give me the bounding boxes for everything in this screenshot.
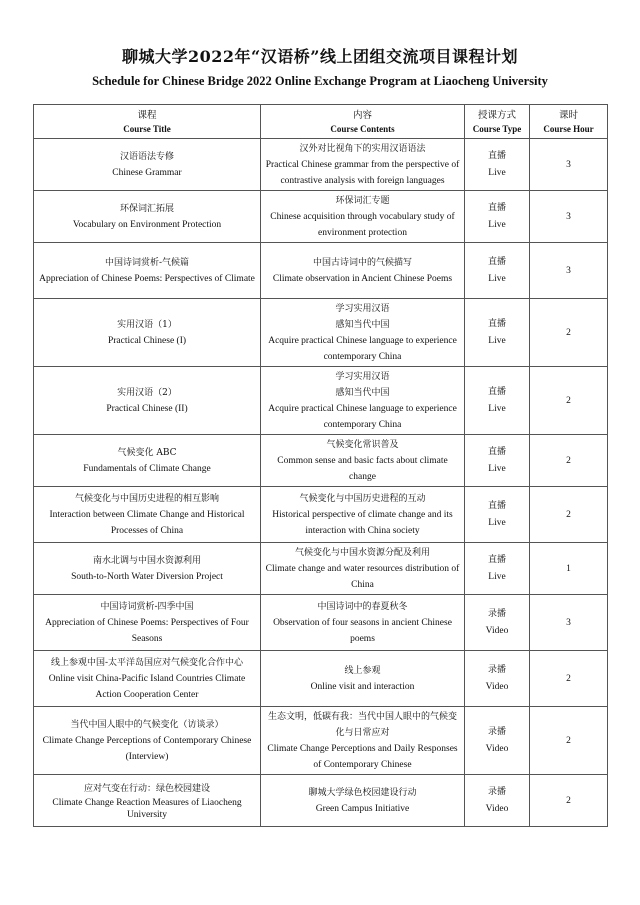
course-title-cell: 当代中国人眼中的气候变化（访谈录） Climate Change Perceptions of Contemporary Chinese (Interview) xyxy=(34,707,261,775)
course-type-cell: 直播 Live xyxy=(465,243,530,299)
course-title-cell: 环保词汇拓展 Vocabulary on Environment Protection xyxy=(34,191,261,243)
course-contents-cell: 环保词汇专题 Chinese acquisition through vocabulary study of environment protection xyxy=(261,191,465,243)
course-hour-cell: 2 xyxy=(530,487,608,543)
course-contents-cell: 汉外对比视角下的实用汉语语法 Practical Chinese grammar from the perspective of contrastive analysis with foreign languages xyxy=(261,139,465,191)
course-contents-cell: 中国古诗词中的气候描写 Climate observation in Ancient Chinese Poems xyxy=(261,243,465,299)
course-hour-cell: 2 xyxy=(530,707,608,775)
course-contents-cell: 线上参观 Online visit and interaction xyxy=(261,651,465,707)
table-row xyxy=(34,651,608,707)
course-hour-cell: 2 xyxy=(530,299,608,367)
course-title-cell: 应对气变在行动：绿色校园建设 Climate Change Reaction Measures of Liaocheng University xyxy=(34,775,261,827)
header-course-type: 授课方式 Course Type xyxy=(465,105,530,139)
course-contents-cell: 中国诗词中的春夏秋冬 Observation of four seasons in ancient Chinese poems xyxy=(261,595,465,651)
course-type-cell: 录播 Video xyxy=(465,651,530,707)
course-hour-cell: 2 xyxy=(530,651,608,707)
table-row xyxy=(34,139,608,191)
table-row xyxy=(34,299,608,367)
document-title-chinese: 聊城大学2022年“汉语桥”线上团组交流项目课程计划 xyxy=(122,47,518,66)
course-hour-cell: 2 xyxy=(530,435,608,487)
course-type-cell: 直播 Live xyxy=(465,139,530,191)
course-title-cell: 实用汉语（2） Practical Chinese (II) xyxy=(34,367,261,435)
course-title-cell: 南水北调与中国水资源利用 South-to-North Water Diversion Project xyxy=(34,543,261,595)
table-row xyxy=(34,243,608,299)
course-type-cell: 直播 Live xyxy=(465,543,530,595)
course-type-cell: 录播 Video xyxy=(465,595,530,651)
table-row xyxy=(34,707,608,775)
table-row xyxy=(34,595,608,651)
course-title-cell: 线上参观中国-太平洋岛国应对气候变化合作中心 Online visit China-Pacific Island Countries Climate Action Cooperation Center xyxy=(34,651,261,707)
course-type-cell: 录播 Video xyxy=(465,775,530,827)
course-title-cell: 气候变化与中国历史进程的相互影响 Interaction between Climate Change and Historical Processes of China xyxy=(34,487,261,543)
course-type-cell: 直播 Live xyxy=(465,367,530,435)
course-type-cell: 录播 Video xyxy=(465,707,530,775)
course-contents-cell: 气候变化与中国历史进程的互动 Historical perspective of climate change and its interaction with China society xyxy=(261,487,465,543)
course-type-cell: 直播 Live xyxy=(465,299,530,367)
course-contents-cell: 生态文明，低碳有我：当代中国人眼中的气候变化与日常应对 Climate Change Perceptions and Daily Responses of Contemporary Chinese xyxy=(261,707,465,775)
course-title-cell: 气候变化 ABC Fundamentals of Climate Change xyxy=(34,435,261,487)
course-type-cell: 直播 Live xyxy=(465,435,530,487)
course-title-cell: 中国诗词赏析-四季中国 Appreciation of Chinese Poems: Perspectives of Four Seasons xyxy=(34,595,261,651)
course-title-cell: 汉语语法专修 Chinese Grammar xyxy=(34,139,261,191)
document-title-english: Schedule for Chinese Bridge 2022 Online Exchange Program at Liaocheng University xyxy=(92,74,548,88)
table-row xyxy=(34,487,608,543)
course-hour-cell: 3 xyxy=(530,595,608,651)
header-course-title: 课程 Course Title xyxy=(34,105,261,139)
course-hour-cell: 2 xyxy=(530,367,608,435)
table-row xyxy=(34,435,608,487)
table-row xyxy=(34,775,608,827)
table-row xyxy=(34,367,608,435)
header-course-hour: 课时 Course Hour xyxy=(530,105,608,139)
course-contents-cell: 学习实用汉语 感知当代中国 Acquire practical Chinese language to experience contemporary China xyxy=(261,299,465,367)
course-hour-cell: 1 xyxy=(530,543,608,595)
course-contents-cell: 气候变化常识普及 Common sense and basic facts about climate change xyxy=(261,435,465,487)
header-row xyxy=(34,105,608,139)
course-hour-cell: 2 xyxy=(530,775,608,827)
course-hour-cell: 3 xyxy=(530,139,608,191)
course-contents-cell: 学习实用汉语 感知当代中国 Acquire practical Chinese language to experience contemporary China xyxy=(261,367,465,435)
course-schedule-table xyxy=(33,104,608,827)
course-hour-cell: 3 xyxy=(530,243,608,299)
course-title-cell: 实用汉语（1） Practical Chinese (I) xyxy=(34,299,261,367)
course-hour-cell: 3 xyxy=(530,191,608,243)
course-contents-cell: 聊城大学绿色校园建设行动 Green Campus Initiative xyxy=(261,775,465,827)
header-course-contents: 内容 Course Contents xyxy=(261,105,465,139)
course-contents-cell: 气候变化与中国水资源分配及利用 Climate change and water resources distribution of China xyxy=(261,543,465,595)
course-title-cell: 中国诗词赏析-气候篇 Appreciation of Chinese Poems: Perspectives of Climate xyxy=(34,243,261,299)
course-type-cell: 直播 Live xyxy=(465,487,530,543)
course-type-cell: 直播 Live xyxy=(465,191,530,243)
table-row xyxy=(34,191,608,243)
table-row xyxy=(34,543,608,595)
